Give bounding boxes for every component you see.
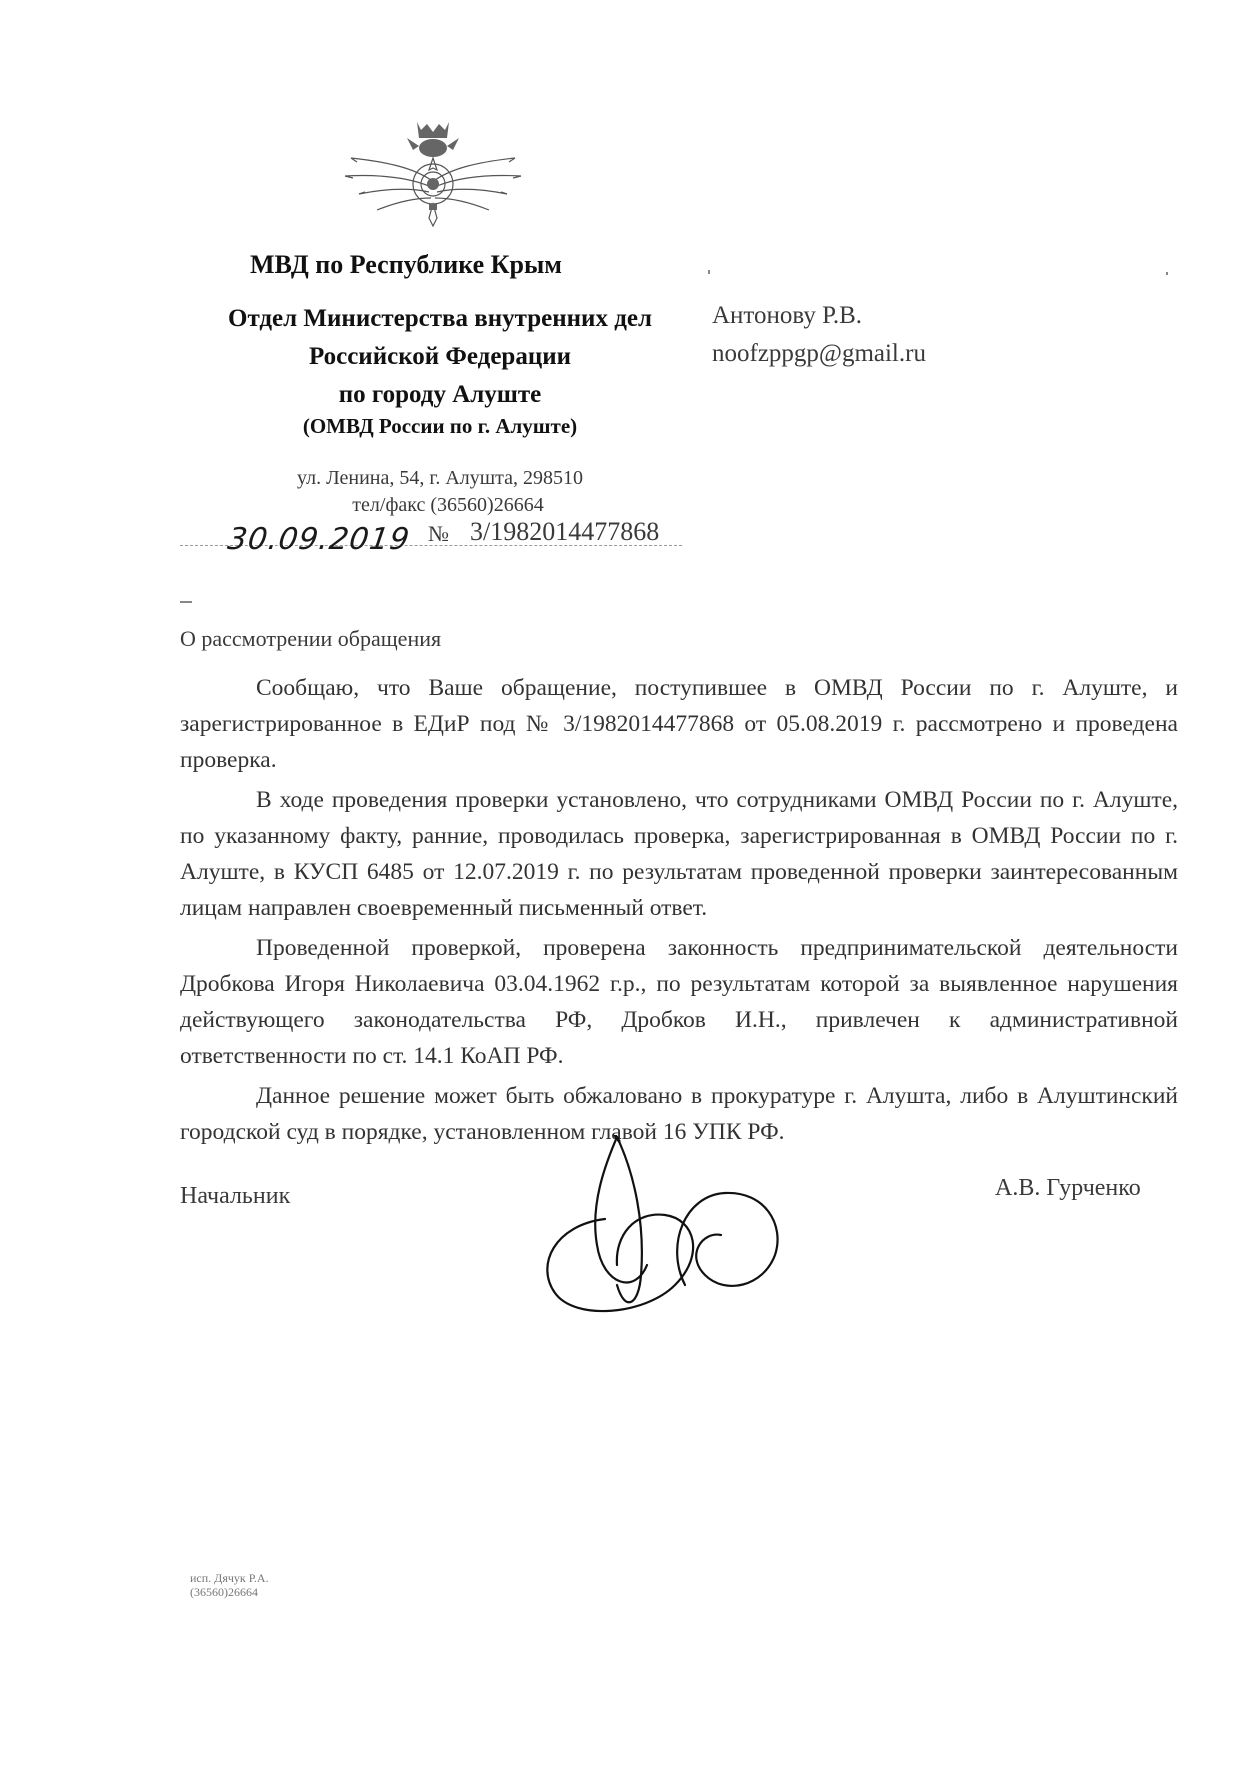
body-paragraph: Данное решение может быть обжаловано в прокуратуре г. Алушта, либо в Алуштинский городской суд в порядке, установленном главой 16 УПК РФ.: [180, 1083, 1178, 1145]
organization-name: [170, 300, 710, 439]
number-sign: №: [428, 521, 449, 546]
org-line-1: Отдел Министерства внутренних дел: [228, 305, 652, 332]
phone-fax: тел/факс (36560)26664: [352, 494, 544, 516]
handwritten-date: 30.09.2019: [225, 522, 413, 557]
body-paragraph: Проведенной проверкой, проверена законность предпринимательской деятельности Дробкова Игоря Николаевича 03.04.1962 г.р., по результатам которой за выявленное нарушения действующего законодательства РФ, Дробков И.Н., привлечен к административной ответственности по ст. 14.1 КоАП РФ.: [180, 935, 1178, 1069]
org-short-name: (ОМВД России по г. Алуште): [302, 414, 578, 438]
letter-body: [180, 670, 1178, 1154]
org-line-3: по городу Алуште: [338, 381, 542, 408]
scan-speck: [180, 601, 192, 603]
ministry-title: МВД по Республике Крым: [250, 250, 562, 279]
signatory-name: А.В. Гурченко: [995, 1175, 1141, 1201]
body-paragraph: В ходе проведения проверки установлено, что сотрудниками ОМВД России по г. Алуште, по указанному факту, ранние, проводилась проверка, зарегистрированная в ОМВД России по г. Алуште, в КУСП 6485 от 12.07.2019 г. по результатам проведенной проверки заинтересованным лицам направлен своевременный письменный ответ.: [180, 787, 1178, 921]
body-paragraph: Сообщаю, что Ваше обращение, поступившее в ОМВД России по г. Алуште, и зарегистрированное в ЕДиР под № 3/1982014477868 от 05.08.2019 г. рассмотрено и проведена проверка.: [180, 675, 1178, 773]
letter-subject: О рассмотрении обращения: [180, 626, 442, 651]
recipient-email: noofzppgp@gmail.ru: [712, 340, 926, 367]
recipient-name: Антонову Р.В.: [712, 302, 863, 329]
mvd-emblem-icon: [333, 118, 533, 230]
scan-speck: [708, 270, 710, 274]
executor-name: исп. Дячук Р.А.: [190, 1571, 269, 1585]
org-line-2: Российской Федерации: [308, 343, 572, 370]
scan-speck: [1166, 272, 1168, 275]
address: ул. Ленина, 54, г. Алушта, 298510: [296, 467, 584, 489]
recipient-block: [712, 297, 926, 373]
executor-info: [190, 1571, 269, 1599]
signatory-title: Начальник: [180, 1183, 291, 1209]
executor-phone: (36560)26664: [190, 1585, 258, 1599]
handwritten-signature: [535, 1135, 795, 1325]
outgoing-number: 3/1982014477868: [470, 517, 660, 546]
